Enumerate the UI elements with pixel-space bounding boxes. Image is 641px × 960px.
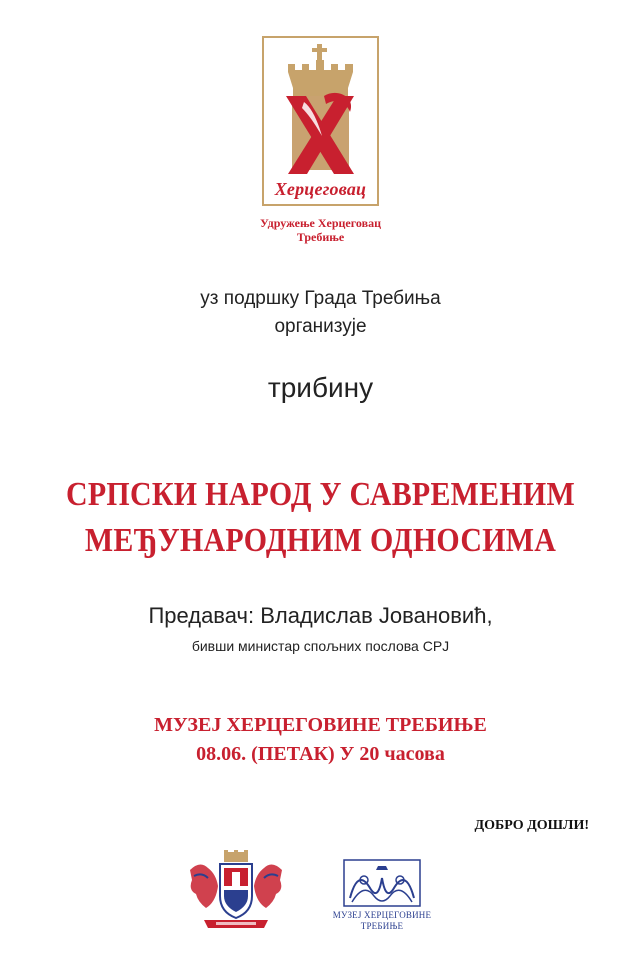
venue-line: МУЗЕЈ ХЕРЦЕГОВИНЕ ТРЕБИЊЕ (154, 714, 487, 736)
event-type: трибину (267, 372, 374, 403)
support-text (100, 285, 541, 341)
museum-name-line-1: МУЗЕЈ ХЕРЦЕГОВИНЕ (332, 910, 432, 920)
lecturer-name: Предавач: Владислав Јовановић, (148, 603, 493, 628)
venue-info (60, 711, 581, 769)
welcome-text: ДОБРО ДОШЛИ! (474, 818, 589, 833)
support-line-2: организује (274, 316, 367, 337)
association-line-2: Требиње (296, 230, 345, 244)
datetime-line: 08.06. (ПЕТАК) У 20 часова (196, 743, 445, 765)
museum-name-line-2: ТРЕБИЊЕ (360, 921, 404, 931)
lecturer-role: бивши министар спољних послова СРЈ (191, 638, 450, 654)
association-name (200, 216, 441, 244)
association-line-1: Удружење Херцеговац (260, 216, 381, 230)
logo-wordmark: Херцеговац (274, 179, 367, 199)
title-line-2: МЕЂУНАРОДНИМ ОДНОСИМА (84, 522, 557, 559)
museum-name (318, 910, 446, 932)
trebinje-coat-of-arms-icon (186, 850, 286, 936)
title-line-1: СРПСКИ НАРОД У САВРЕМЕНИМ (66, 476, 575, 513)
hercegovac-logo (262, 36, 379, 206)
lecture-title (56, 472, 585, 564)
support-line-1: уз подршку Града Требиња (200, 288, 441, 309)
